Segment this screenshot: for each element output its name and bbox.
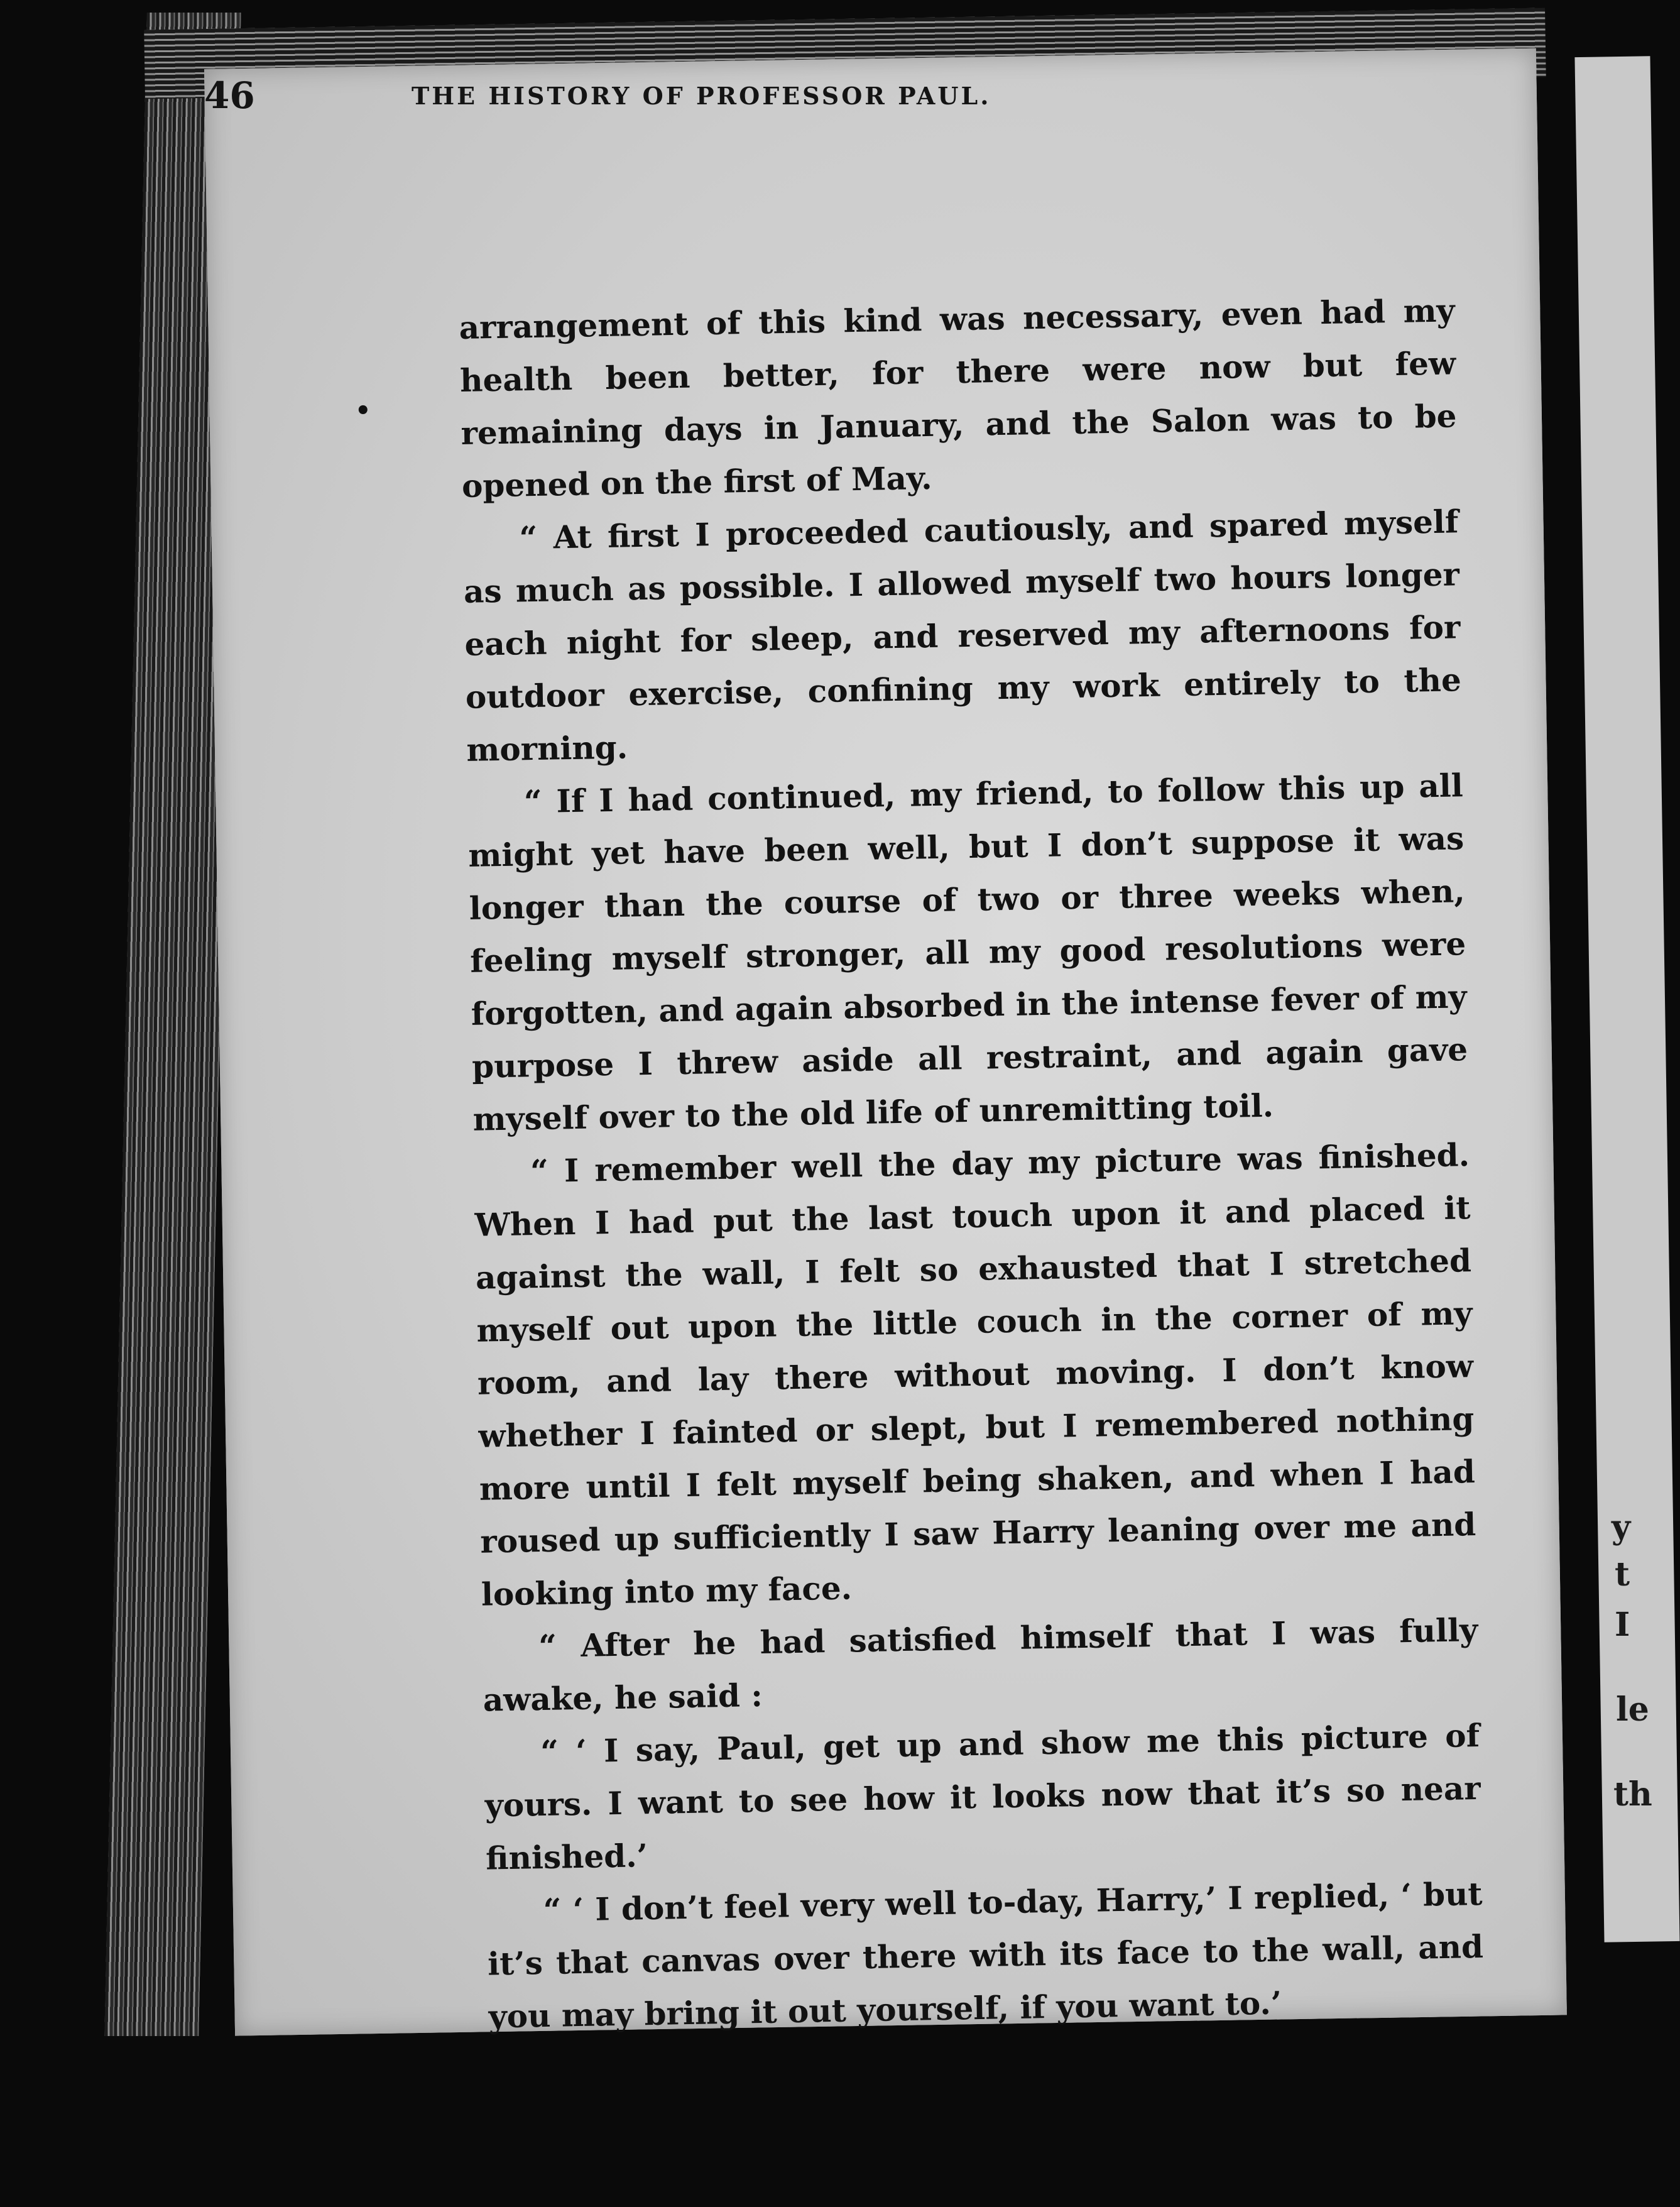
adjacent-page-fragment: I [1615, 1606, 1630, 1644]
paragraph: “ ‘ I don’t feel very well to-day, Harry,’ I replied, ‘ but it’s that canvas over there with its face to the wall, and you may bring it out yourself, if you want to.’ [487, 1875, 1484, 2035]
paragraph: “ At first I proceeded cautiously, and spared myself as much as possible. I allowed myself two hours longer each night for sleep, and reserved my afternoons for outdoor exercise, confining my work entirely to the morning. [463, 503, 1462, 769]
paragraph: “ After he had satisfied himself that I was fully awake, he said : [483, 1611, 1478, 1719]
paragraph: arrangement of this kind was necessary, even had my health been better, for there were now but few remaining days in January, and the Salon was to be opened on the first of May. [459, 292, 1457, 505]
adjacent-page-fragment: t [1615, 1555, 1630, 1594]
paragraph: “ ‘ I say, Paul, get up and show me this picture of yours. I want to see how it looks now that it’s so near finished.’ [484, 1716, 1481, 1877]
paragraph: “ If I had continued, my friend, to follow this up all might yet have been well, but I don’t suppose it was longer than the course of two or three weeks when, feeling myself stronger, all my good resolutions were forgotten, and again absorbed in the intense fever of my purpose I threw aside all restraint, and again gave myself over to the old life of unremitting toil. [467, 767, 1468, 1138]
paragraph: “ I remember well the day my picture was finished. When I had put the last touch upon it and placed it against the wall, I felt so exhausted that I stretched myself out upon the little couch in the corner of my room, and lay there without moving. I don’t know whether I fainted or slept, but I remembered nothing more until I felt myself being shaken, and when I had roused up sufficiently I saw Harry leaning over me and looking into my face. [474, 1136, 1476, 1613]
stray-mark: • [355, 396, 371, 425]
page-number: 46 [204, 74, 255, 117]
adjacent-page [1574, 56, 1679, 1942]
adjacent-page-fragment: le [1616, 1690, 1649, 1729]
adjacent-page-fragment: th [1613, 1775, 1652, 1814]
adjacent-page-fragment: y [1612, 1508, 1631, 1547]
running-title: THE HISTORY OF PROFESSOR PAUL. [412, 82, 991, 110]
body-text [459, 284, 1485, 2043]
